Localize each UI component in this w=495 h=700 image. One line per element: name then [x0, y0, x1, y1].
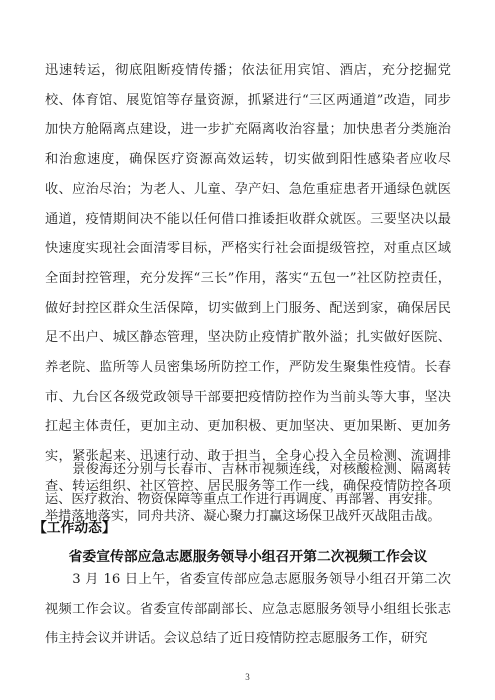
section-heading: 【工作动态】 — [33, 520, 116, 536]
page-number: 3 — [245, 672, 250, 682]
body-paragraph: 景俊海还分别与长春市、吉林市视频连线，对核酸检测、隔离转运、医疗救治、物资保障等重点工作进行再调度、再部署、再安排。 — [45, 462, 451, 507]
article-title: 省委宣传部应急志愿服务领导小组召开第二次视频工作会议 — [68, 549, 428, 565]
body-paragraph: 迅速转运，彻底阻断疫情传播；依法征用宾馆、酒店，充分挖掘党校、体育馆、展览馆等存量资源，抓紧进行“三区两通道”改造，同步加快方舱隔离点建设，进一步扩充隔离收治容量；加快患者分类施治和治愈速度，确保医疗资源高效运转，切实做到阳性感染者应收尽收、应治尽治；为老人、儿童、孕产妇、急危重症患者开通绿色就医通道，疫情期间决不能以任何借口推诿拒收群众就医。三要坚决以最快速度实现社会面清零目标，严格实行社会面提级管控，对重点区域全面封控管理，充分发挥“三长”作用，落实“五包一”社区防控责任，做好封控区群众生活保障，切实做到上门服务、配送到家，确保居民足不出户、城区静态管理，坚决防止疫情扩散外溢；扎实做好医院、养老院、监所等人员密集场所防控工作，严防发生聚集性疫情。长春市、九台区各级党政领导干部要把疫情防控作为当前头等大事，坚决扛起主体责任，更加主动、更加积极、更加坚决、更加果断、更加务实，紧张起来、迅速行动、敢于担当，全身心投入全员检测、流调排查、转运组织、社区管控、居民服务等工作一线，确保疫情防控各项举措落地落实，同舟共济、凝心聚力打赢这场保卫战歼灭战阻击战。 — [45, 63, 451, 524]
body-paragraph: 3 月 16 日上午，省委宣传部应急志愿服务领导小组召开第二次视频工作会议。省委宣传部副部长、应急志愿服务领导小组组长张志伟主持会议并讲话。会议总结了近日疫情防控志愿服务工作，研究 — [45, 572, 451, 647]
